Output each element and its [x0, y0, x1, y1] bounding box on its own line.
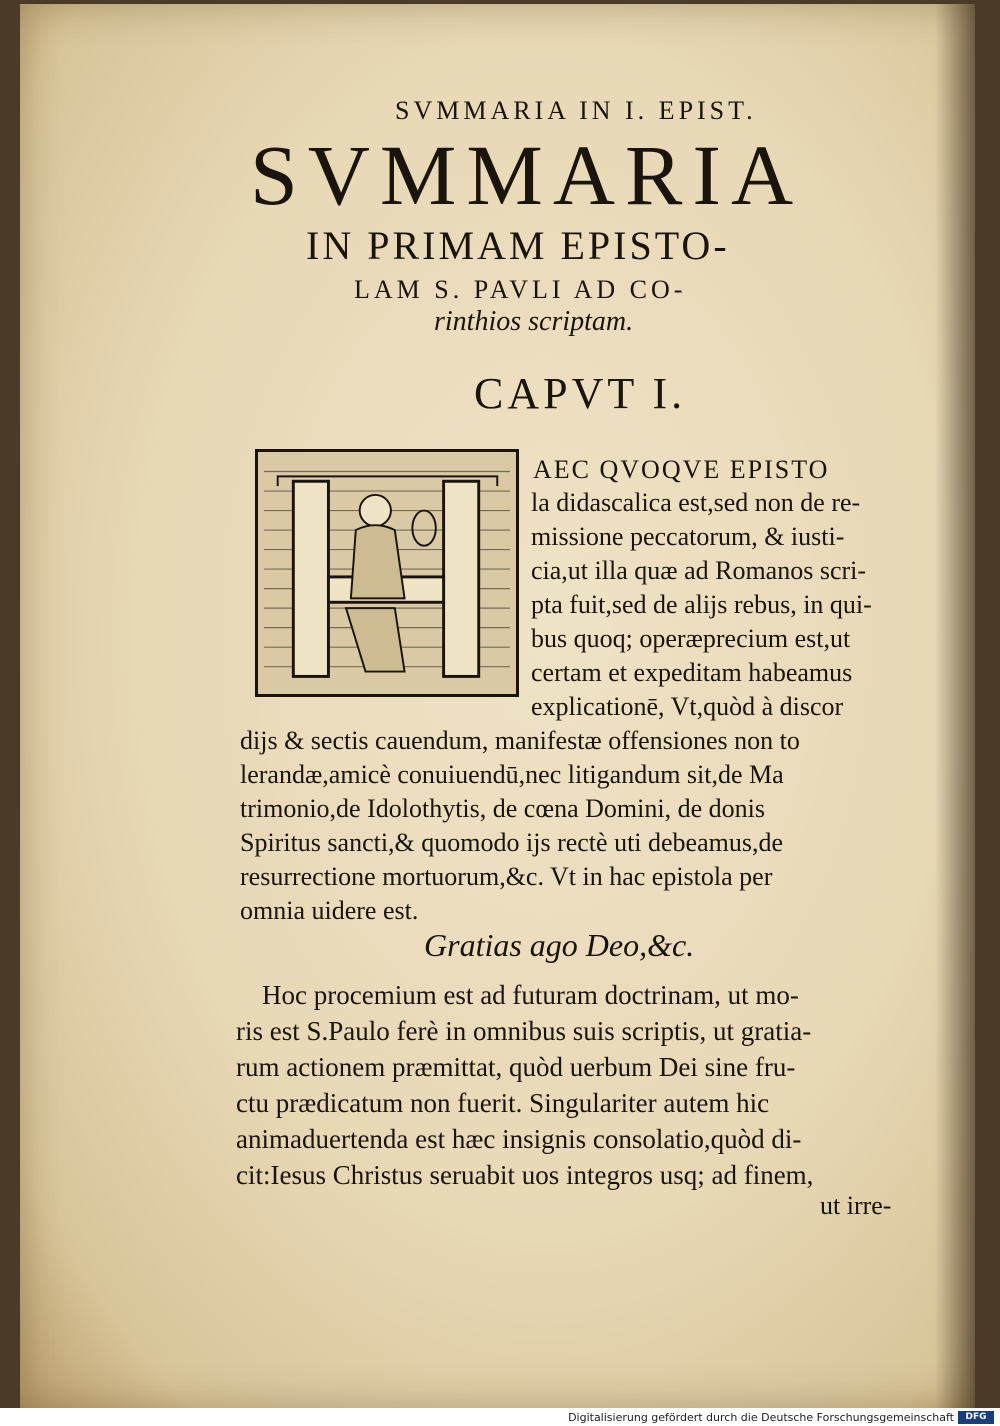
paragraph-line: trimonio,de Idolothytis, de cœna Domini, de donis [240, 794, 765, 823]
paragraph-line: omnia uidere est. [240, 896, 419, 925]
paragraph-line: ctu prædicatum non fuerit. Singulariter autem hic [236, 1088, 770, 1118]
funding-notice: Digitalisierung gefördert durch die Deutsche Forschungsgemeinschaft [568, 1411, 954, 1424]
paragraph-line: bus quoq; operæprecium est,ut [531, 624, 851, 653]
paragraph-line: ris est S.Paulo ferè in omnibus suis scriptis, ut gratia- [236, 1016, 812, 1046]
paragraph-line: Spiritus sancti,& quomodo ijs rectè uti debeamus,de [240, 828, 784, 857]
chapter-heading: CAPVT I. [474, 369, 687, 418]
paragraph-line: animaduertenda est hæc insignis consolatio,quòd di- [236, 1124, 802, 1154]
subtitle-line-1: IN PRIMAM EPISTO- [306, 223, 730, 268]
page-gutter-shadow [935, 4, 975, 1409]
paragraph-line: certam et expeditam habeamus [531, 658, 853, 687]
page-title: SVMMARIA [250, 127, 804, 223]
paragraph-line: Hoc procemium est ad futuram doctrinam, ut mo- [262, 980, 799, 1010]
paragraph-line: rum actionem præmittat, quòd uerbum Dei sine fru- [236, 1052, 796, 1082]
section-subheading: Gratias ago Deo,&c. [424, 927, 695, 963]
paragraph-line: dijs & sectis cauendum, manifestæ offensiones non to [240, 726, 800, 755]
paragraph-line: resurrectione mortuorum,&c. Vt in hac epistola per [240, 862, 773, 891]
catchword: ut irre- [820, 1191, 892, 1220]
running-head: SVMMARIA IN I. EPIST. [395, 96, 757, 125]
paragraph-line: explicationē, Vt,quòd à discor [531, 692, 844, 721]
decorated-initial [255, 449, 519, 697]
woodcut-initial-illustration [258, 452, 516, 694]
dfg-logo: DFG [958, 1411, 994, 1424]
paragraph-line: cit:Iesus Christus seruabit uos integros usq; ad finem, [236, 1160, 814, 1190]
subtitle-line-3: rinthios scriptam. [434, 306, 634, 337]
paragraph-line: lerandæ,amicè conuiuendū,nec litigandum sit,de Ma [240, 760, 784, 789]
subtitle-line-2: LAM S. PAVLI AD CO- [354, 275, 687, 304]
paragraph-line: pta fuit,sed de alijs rebus, in qui- [531, 590, 872, 619]
paragraph-line: AEC QVOQVE EPISTO [533, 455, 830, 484]
footer-bar [0, 1408, 1000, 1426]
paragraph-line: la didascalica est,sed non de re- [531, 488, 861, 517]
paragraph-line: cia,ut illa quæ ad Romanos scri- [531, 556, 867, 585]
paragraph-line: missione peccatorum, & iusti- [531, 522, 845, 551]
